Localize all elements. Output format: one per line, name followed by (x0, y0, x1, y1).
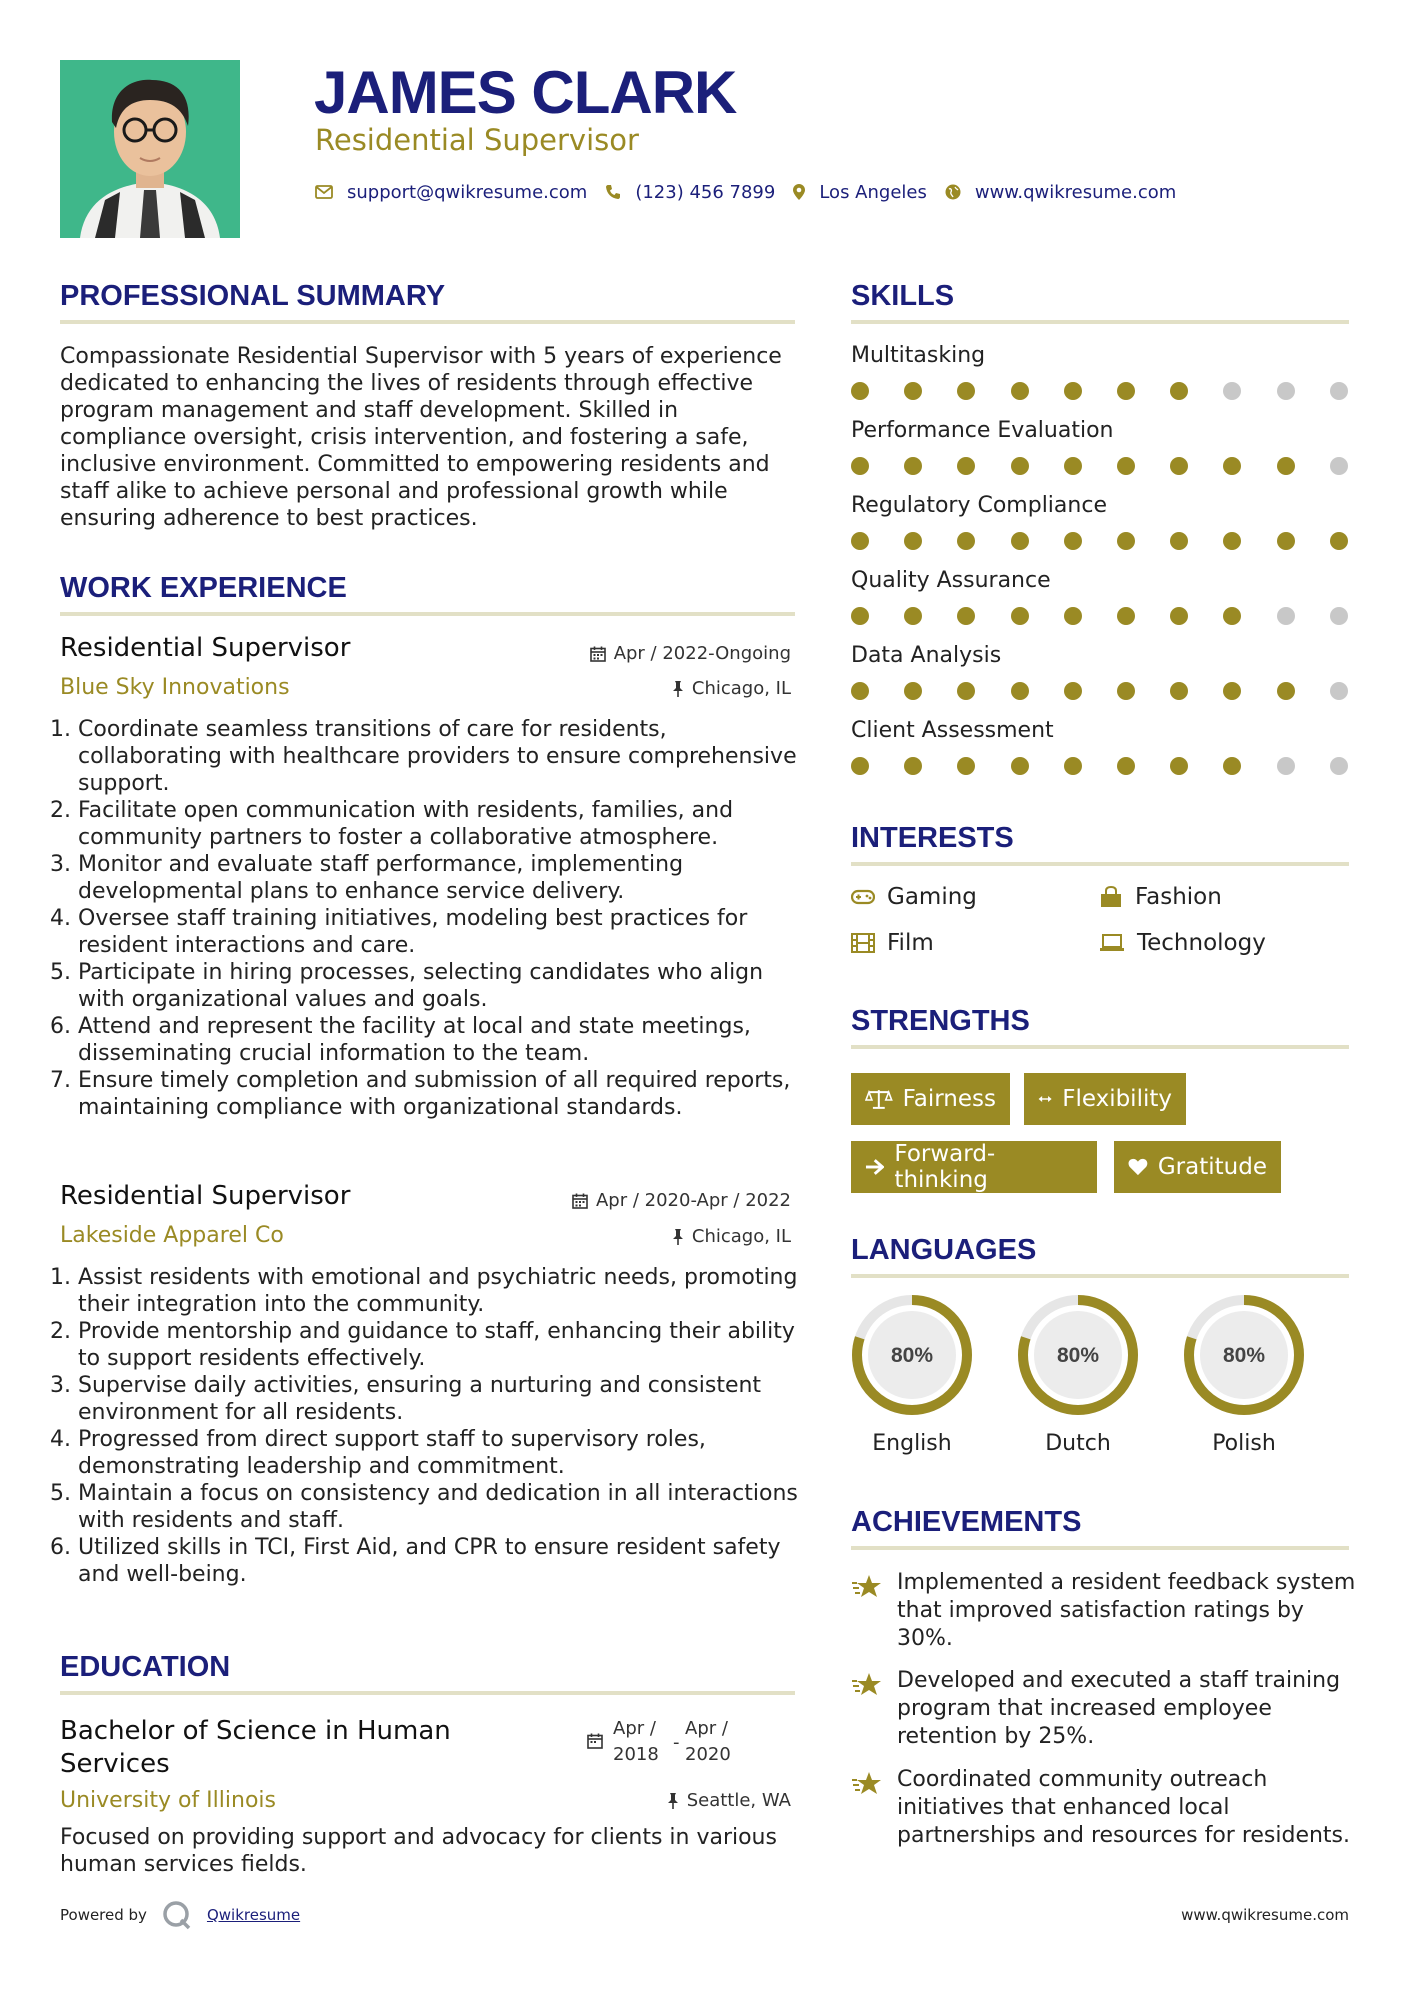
rating-dot-filled (957, 682, 975, 700)
start-year: 2018 (613, 1744, 659, 1765)
rating-dot-filled (1064, 382, 1082, 400)
rating-dot-filled (1223, 757, 1241, 775)
job-duties-list (47, 716, 813, 1121)
rating-dot-filled (1064, 532, 1082, 550)
strength-gratitude (1114, 1141, 1281, 1193)
rating-dot-filled (851, 757, 869, 775)
rating-dot-empty (1330, 757, 1348, 775)
rating-dot-filled (1011, 532, 1029, 550)
education-dates (587, 1716, 741, 1768)
rating-dot-filled (1277, 457, 1295, 475)
interest-gaming (851, 883, 977, 911)
calendar-icon (590, 646, 606, 662)
skill-rating (851, 682, 1351, 702)
end-year: 2020 (685, 1744, 731, 1765)
strength-forward-thinking (851, 1141, 1097, 1193)
duty-item: 3. Monitor and evaluate staff performance, implementing developmental plans to enhance service delivery. (78, 851, 813, 905)
summary-divider (60, 320, 795, 324)
rating-dot-filled (957, 757, 975, 775)
rating-dot-filled (1064, 457, 1082, 475)
duty-item: 2. Facilitate open communication with residents, families, and community partners to foster a collaborative atmosphere. (78, 797, 813, 851)
rating-dot-filled (1277, 682, 1295, 700)
education-description: Focused on providing support and advocacy for clients in various human services fields. (60, 1825, 777, 1877)
balance-scale-icon (865, 1088, 893, 1110)
rating-dot-filled (1064, 682, 1082, 700)
degree-line-2: Services (60, 1749, 170, 1779)
education-divider (60, 1691, 795, 1695)
rating-dot-filled (1011, 607, 1029, 625)
achievement-item (851, 1667, 1361, 1751)
footer-powered-by (60, 1900, 300, 1930)
achievement-text: Developed and executed a staff training program that increased employee retention by 25%. (897, 1668, 1341, 1749)
powered-by-text: Powered by (60, 1906, 147, 1924)
rating-dot-filled (957, 457, 975, 475)
language-name: Polish (1212, 1431, 1276, 1456)
arrow-right-icon (865, 1158, 884, 1176)
strength-flexibility (1024, 1073, 1186, 1125)
globe-icon (945, 184, 961, 200)
arrows-horizontal-icon (1038, 1092, 1052, 1106)
rating-dot-filled (1117, 757, 1135, 775)
skill-name: Quality Assurance (851, 568, 1051, 593)
rating-dot-filled (957, 532, 975, 550)
phone-text: (123) 456 7899 (635, 181, 776, 203)
achievement-item (851, 1766, 1361, 1850)
interests-heading: INTERESTS (851, 822, 1014, 854)
duty-item: 6. Utilized skills in TCI, First Aid, and CPR to ensure resident safety and well-being. (78, 1534, 813, 1588)
rating-dot-filled (957, 607, 975, 625)
job-title: Residential Supervisor (60, 1181, 351, 1211)
rating-dot-filled (1223, 607, 1241, 625)
rating-dot-filled (851, 682, 869, 700)
language-percent: 80% (890, 1344, 934, 1367)
achievements-heading: ACHIEVEMENTS (851, 1506, 1082, 1538)
language-percent: 80% (1056, 1344, 1100, 1367)
rating-dot-filled (1011, 457, 1029, 475)
company-name: Blue Sky Innovations (60, 675, 290, 700)
contact-phone[interactable] (605, 182, 775, 203)
achievement-text: Coordinated community outreach initiatives that enhanced local partnerships and resources for residents. (897, 1767, 1351, 1848)
strengths-heading: STRENGTHS (851, 1005, 1030, 1037)
languages-heading: LANGUAGES (851, 1234, 1037, 1266)
strength-label: Gratitude (1157, 1154, 1267, 1180)
skill-rating (851, 607, 1351, 627)
skill-rating (851, 382, 1351, 402)
experience-divider (60, 612, 795, 616)
job-title: Residential Supervisor (60, 633, 351, 663)
experience-heading: WORK EXPERIENCE (60, 572, 347, 604)
envelope-icon (315, 185, 333, 199)
rating-dot-filled (1170, 607, 1188, 625)
skill-name: Regulatory Compliance (851, 493, 1107, 518)
language-percent: 80% (1222, 1344, 1266, 1367)
rating-dot-filled (904, 607, 922, 625)
interests-divider (851, 862, 1349, 866)
interest-label: Technology (1137, 930, 1266, 956)
interest-film (851, 929, 934, 957)
achievement-text: Implemented a resident feedback system that improved satisfaction ratings by 30%. (897, 1570, 1356, 1651)
summary-text: Compassionate Residential Supervisor with 5 years of experience dedicated to enhancing the lives of residents through effective program management and staff development. Skilled in compliance oversight, crisis intervention, and fostering a safe, inclusive environment. Committed to empowering residents and staff alike to achieve personal and professional growth while ensuring adherence to best practices. (60, 344, 782, 531)
language-progress-ring (850, 1293, 974, 1417)
interest-fashion (1099, 883, 1222, 911)
degree-title (60, 1715, 451, 1781)
end-month: Apr / (685, 1718, 728, 1739)
rating-dot-empty (1277, 382, 1295, 400)
rating-dot-filled (1117, 682, 1135, 700)
rating-dot-filled (1117, 457, 1135, 475)
interest-label: Fashion (1135, 884, 1222, 910)
rating-dot-filled (904, 457, 922, 475)
rating-dot-filled (1170, 457, 1188, 475)
laptop-icon (1099, 934, 1125, 952)
rating-dot-empty (1330, 382, 1348, 400)
candidate-name: JAMES CLARK (314, 59, 737, 126)
rating-dot-filled (904, 682, 922, 700)
achievement-item (851, 1569, 1361, 1653)
pushpin-icon (672, 1229, 684, 1245)
rating-dot-filled (1170, 682, 1188, 700)
skill-name: Performance Evaluation (851, 418, 1114, 443)
duty-item: 2. Provide mentorship and guidance to staff, enhancing their ability to support residents effectively. (78, 1318, 813, 1372)
language-progress-ring (1182, 1293, 1306, 1417)
rating-dot-filled (957, 382, 975, 400)
date-separator: - (673, 1732, 680, 1753)
rating-dot-filled (1277, 532, 1295, 550)
language-progress-ring (1016, 1293, 1140, 1417)
star-trophy-icon (851, 1573, 883, 1601)
rating-dot-empty (1330, 607, 1348, 625)
interest-technology (1099, 929, 1266, 957)
footer-website[interactable]: www.qwikresume.com (1181, 1906, 1349, 1924)
contact-bar (315, 178, 1194, 206)
strengths-divider (851, 1045, 1349, 1049)
contact-location (793, 182, 927, 203)
star-trophy-icon (851, 1770, 883, 1798)
skill-rating (851, 532, 1351, 552)
language-item (850, 1293, 974, 1421)
rating-dot-filled (1170, 757, 1188, 775)
duty-item: 4. Progressed from direct support staff to supervisory roles, demonstrating leadership and commitment. (78, 1426, 813, 1480)
rating-dot-filled (904, 532, 922, 550)
pushpin-icon (672, 681, 684, 697)
duty-item: 1. Assist residents with emotional and psychiatric needs, promoting their integration into the community. (78, 1264, 813, 1318)
map-pin-icon (793, 184, 805, 200)
strength-label: Flexibility (1062, 1086, 1172, 1112)
rating-dot-filled (1223, 682, 1241, 700)
rating-dot-filled (1011, 757, 1029, 775)
strength-label: Forward-thinking (894, 1141, 996, 1193)
school-location (667, 1789, 791, 1813)
job-location (672, 1225, 791, 1249)
gamepad-icon (851, 889, 875, 905)
rating-dot-empty (1277, 607, 1295, 625)
avatar-illustration (60, 60, 240, 238)
job-duties-list (47, 1264, 813, 1588)
calendar-icon (572, 1193, 588, 1209)
contact-website[interactable] (945, 182, 1176, 203)
language-item (1016, 1293, 1140, 1421)
star-trophy-icon (851, 1671, 883, 1699)
languages-divider (851, 1274, 1349, 1278)
rating-dot-filled (1223, 532, 1241, 550)
duty-item: 4. Oversee staff training initiatives, modeling best practices for resident interactions and care. (78, 905, 813, 959)
job-dates (572, 1189, 791, 1213)
website-text: www.qwikresume.com (974, 181, 1177, 203)
heart-icon (1128, 1157, 1148, 1177)
skill-rating (851, 757, 1351, 777)
qwikresume-link[interactable]: Qwikresume (206, 1906, 301, 1924)
summary-heading: PROFESSIONAL SUMMARY (60, 280, 446, 312)
language-item (1182, 1293, 1306, 1421)
rating-dot-filled (1330, 532, 1348, 550)
rating-dot-filled (1064, 607, 1082, 625)
skill-name: Data Analysis (851, 643, 1002, 668)
rating-dot-filled (851, 457, 869, 475)
candidate-title: Residential Supervisor (315, 123, 639, 157)
shopping-bag-icon (1099, 886, 1123, 908)
location-text: Los Angeles (819, 181, 927, 203)
rating-dot-filled (1011, 382, 1029, 400)
job-location-text: Chicago, IL (691, 1226, 791, 1247)
rating-dot-filled (851, 532, 869, 550)
rating-dot-empty (1223, 382, 1241, 400)
education-end (685, 1716, 741, 1768)
interest-label: Gaming (887, 884, 977, 910)
duty-item: 5. Participate in hiring processes, selecting candidates who align with organizational values and goals. (78, 959, 813, 1013)
contact-email[interactable] (315, 182, 587, 203)
skill-name: Client Assessment (851, 718, 1054, 743)
rating-dot-filled (1170, 532, 1188, 550)
skills-divider (851, 320, 1349, 324)
duty-item: 7. Ensure timely completion and submission of all required reports, maintaining compliance with organizational standards. (78, 1067, 813, 1121)
skills-heading: SKILLS (851, 280, 955, 312)
profile-photo (60, 60, 240, 238)
rating-dot-filled (1011, 682, 1029, 700)
rating-dot-filled (1117, 607, 1135, 625)
rating-dot-empty (1330, 682, 1348, 700)
company-name: Lakeside Apparel Co (60, 1223, 284, 1248)
school-location-text: Seattle, WA (686, 1790, 791, 1811)
language-name: English (872, 1431, 952, 1456)
rating-dot-filled (851, 382, 869, 400)
start-month: Apr / (613, 1718, 656, 1739)
school-name: University of Illinois (60, 1788, 276, 1813)
film-icon (851, 933, 875, 953)
job-dates-text: Apr / 2020-Apr / 2022 (595, 1190, 791, 1211)
degree-line-1: Bachelor of Science in Human (60, 1716, 451, 1746)
duty-item: 6. Attend and represent the facility at local and state meetings, disseminating crucial information to the team. (78, 1013, 813, 1067)
achievements-divider (851, 1546, 1349, 1550)
pushpin-icon (667, 1793, 679, 1809)
strength-label: Fairness (902, 1086, 996, 1112)
phone-icon (605, 184, 621, 200)
rating-dot-filled (1064, 757, 1082, 775)
job-location (672, 677, 791, 701)
skill-name: Multitasking (851, 343, 986, 368)
skill-rating (851, 457, 1351, 477)
education-start (613, 1716, 673, 1768)
duty-item: 3. Supervise daily activities, ensuring a nurturing and consistent environment for all residents. (78, 1372, 813, 1426)
rating-dot-filled (1117, 532, 1135, 550)
rating-dot-filled (904, 757, 922, 775)
rating-dot-empty (1330, 457, 1348, 475)
rating-dot-filled (851, 607, 869, 625)
interest-label: Film (887, 930, 934, 956)
rating-dot-filled (1170, 382, 1188, 400)
job-location-text: Chicago, IL (691, 678, 791, 699)
rating-dot-filled (1117, 382, 1135, 400)
rating-dot-empty (1277, 757, 1295, 775)
job-dates (590, 642, 791, 666)
email-text: support@qwikresume.com (347, 181, 588, 203)
qwikresume-logo-icon (161, 1900, 195, 1930)
rating-dot-filled (904, 382, 922, 400)
education-heading: EDUCATION (60, 1651, 231, 1683)
calendar-icon (587, 1733, 603, 1749)
duty-item: 5. Maintain a focus on consistency and dedication in all interactions with residents and staff. (78, 1480, 813, 1534)
job-dates-text: Apr / 2022-Ongoing (613, 643, 791, 664)
language-name: Dutch (1045, 1431, 1111, 1456)
strength-fairness (851, 1073, 1010, 1125)
duty-item: 1. Coordinate seamless transitions of care for residents, collaborating with healthcare providers to ensure comprehensive support. (78, 716, 813, 797)
rating-dot-filled (1223, 457, 1241, 475)
